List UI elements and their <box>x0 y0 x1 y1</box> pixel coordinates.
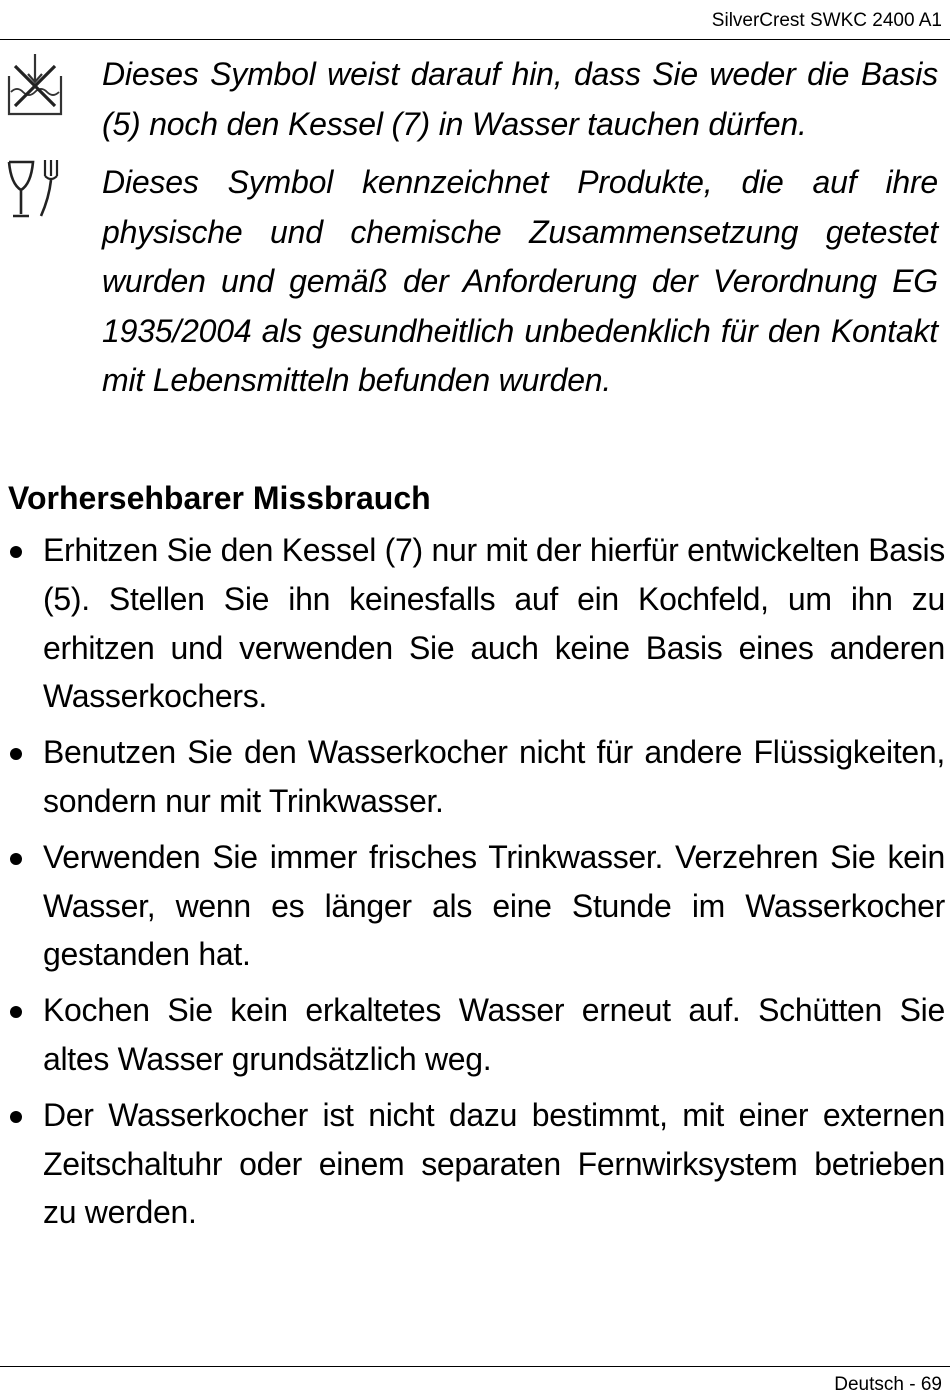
bullet-icon <box>10 748 22 760</box>
list-item <box>0 526 945 721</box>
bullet-icon <box>10 1111 22 1123</box>
list-item <box>0 986 945 1084</box>
symbol-text-no-immersion: Dieses Symbol weist darauf hin, dass Sie weder die Basis (5) noch den Kessel (7) in Wasser tauchen dürfen. <box>102 56 938 142</box>
list-item <box>0 728 945 826</box>
list-item-text: Erhitzen Sie den Kessel (7) nur mit der hierfür entwickelten Basis (5). Stellen Sie ihn keinesfalls auf ein Kochfeld, um ihn zu erhitzen und verwenden Sie auch keine Basis eines anderen Wasserkochers. <box>43 532 945 715</box>
symbol-text-food-safe: Dieses Symbol kennzeichnet Produkte, die auf ihre physische und chemische Zusammensetzung getestet wurden und gemäß der Anforderung der Verordnung EG 1935/2004 als gesundheitlich unbedenklich für den Kontakt mit Lebensmitteln befunden wurden. <box>102 164 938 398</box>
no-immersion-icon <box>5 52 65 123</box>
bullet-icon <box>10 853 22 865</box>
list-item-text: Benutzen Sie den Wasserkocher nicht für andere Flüssigkeiten, sondern nur mit Trinkwasser. <box>43 734 945 819</box>
section-title: Vorhersehbarer Missbrauch <box>8 480 431 516</box>
page-header: SilverCrest SWKC 2400 A1 <box>711 10 942 31</box>
header-divider <box>0 39 950 40</box>
bullet-icon <box>10 546 22 558</box>
footer-divider <box>0 1366 950 1367</box>
misuse-list <box>0 526 950 1244</box>
page-number: Deutsch - 69 <box>834 1374 942 1395</box>
list-item-text: Der Wasserkocher ist nicht dazu bestimmt, mit einer externen Zeitschaltuhr oder einem separaten Fernwirksystem betrieben zu werden. <box>43 1096 945 1231</box>
list-item <box>0 833 945 979</box>
list-item <box>0 1091 945 1237</box>
list-item-text: Verwenden Sie immer frisches Trinkwasser. Verzehren Sie kein Wasser, wenn es länger als eine Stunde im Wasserkocher gestanden hat. <box>43 838 945 973</box>
food-safe-icon <box>5 158 65 225</box>
list-item-text: Kochen Sie kein erkaltetes Wasser erneut auf. Schütten Sie altes Wasser grundsätzlich weg. <box>43 992 945 1077</box>
bullet-icon <box>10 1006 22 1018</box>
